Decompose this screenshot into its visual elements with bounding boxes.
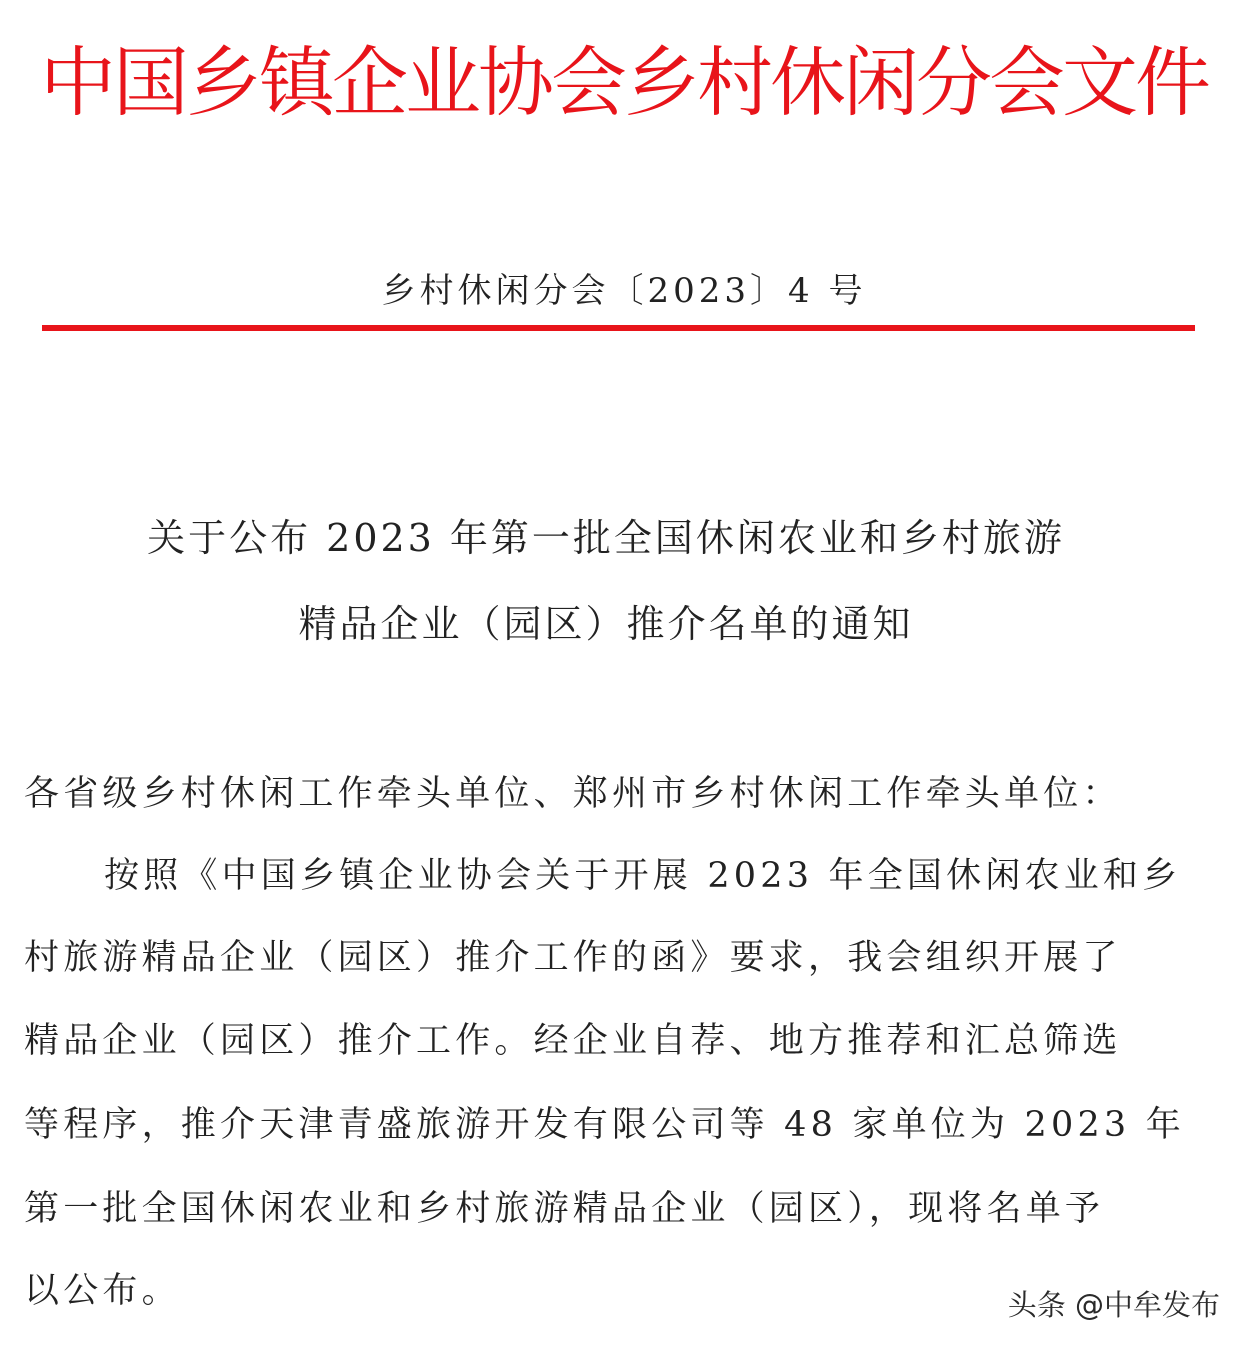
body-paragraph-line: 按照《中国乡镇企业协会关于开展 2023 年全国休闲农业和乡: [104, 856, 1182, 896]
source-watermark: 头条 @中牟发布: [1007, 1288, 1220, 1322]
org-header-title: 中国乡镇企业协会乡村休闲分会文件: [40, 38, 1208, 127]
body-paragraph-line: 村旅游精品企业（园区）推介工作的函》要求，我会组织开展了: [24, 938, 1122, 978]
salutation: 各省级乡村休闲工作牵头单位、郑州市乡村休闲工作牵头单位：: [24, 774, 1122, 814]
body-paragraph-line: 等程序，推介天津青盛旅游开发有限公司等 48 家单位为 2023 年: [24, 1105, 1185, 1145]
notice-title-line-2: 精品企业（园区）推介名单的通知: [298, 602, 914, 646]
body-paragraph-line: 精品企业（园区）推介工作。经企业自荐、地方推荐和汇总筛选: [24, 1021, 1122, 1061]
red-divider-rule: [42, 325, 1195, 331]
document-number: 乡村休闲分会〔2023〕4 号: [381, 271, 867, 311]
body-paragraph-line: 第一批全国休闲农业和乡村旅游精品企业（园区），现将名单予: [24, 1189, 1105, 1229]
body-paragraph-line: 以公布。: [24, 1271, 181, 1311]
notice-title-line-1: 关于公布 2023 年第一批全国休闲农业和乡村旅游: [147, 516, 1065, 560]
